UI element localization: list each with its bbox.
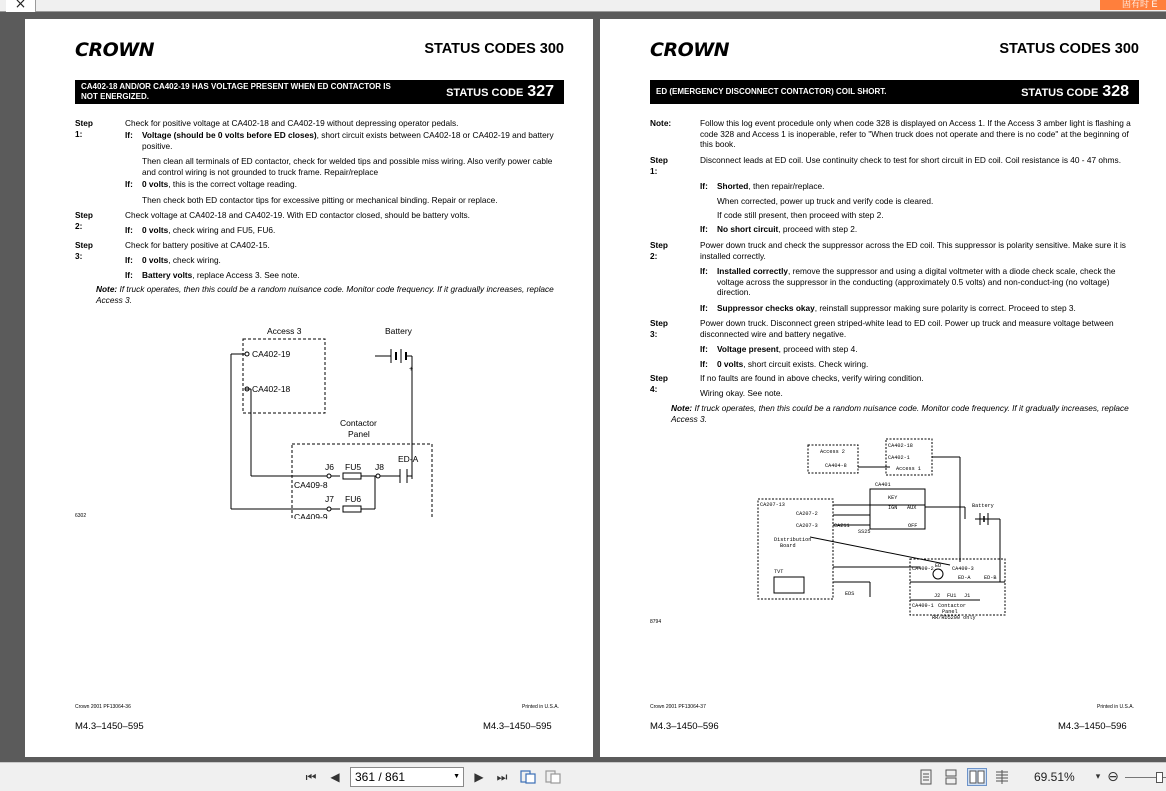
banner-description: CA402-18 AND/OR CA402-19 HAS VOLTAGE PRESENT WHEN ED CONTACTOR IS NOT ENERGIZED.	[81, 82, 391, 101]
if-label: If:	[700, 181, 708, 191]
diagram-label-board: Board	[780, 543, 796, 549]
diagram-label-access2: Access 2	[820, 449, 845, 455]
pdf-page-right	[600, 19, 1166, 757]
if-label: If:	[700, 344, 708, 354]
status-code	[446, 82, 554, 103]
status-code-number: 328	[1102, 83, 1129, 100]
if-rest: , this is the correct voltage reading.	[168, 179, 297, 189]
if-text	[142, 255, 567, 266]
note-paragraph	[671, 403, 1131, 424]
if-text	[717, 359, 1142, 370]
diagram-label-panel: Panel	[942, 609, 958, 615]
two-page-continuous-icon[interactable]	[994, 769, 1010, 785]
close-tab-button[interactable]: ×	[6, 0, 36, 12]
chevron-down-icon[interactable]: ▼	[453, 773, 460, 780]
diagram-label-ca402-18: CA402-18	[252, 384, 291, 394]
step-label: Step 3:	[75, 240, 93, 261]
if-text	[717, 181, 1142, 192]
next-page-icon[interactable]: ▶	[474, 770, 484, 784]
if-label: If:	[125, 255, 133, 265]
step-text: Check for battery positive at CA402-15.	[125, 240, 270, 250]
figure-id: 6302	[75, 513, 87, 519]
diagram-label-ca409-1: CA409-1	[912, 603, 934, 609]
if-text	[142, 225, 567, 236]
pdf-page-left	[25, 19, 593, 757]
diagram-label-ca409-3: CA409-3	[952, 566, 974, 572]
diagram-label-ed-a: ED-A	[958, 575, 971, 581]
wiring-diagram	[750, 437, 1010, 622]
diagram-label-j6: J6	[325, 462, 334, 472]
zoom-level[interactable]: 69.51%	[1034, 770, 1075, 784]
diagram-label-j2: J2	[934, 593, 941, 599]
diagram-label-panel-note: RR/RD5200 only	[932, 615, 976, 621]
diagram-label-panel: Panel	[348, 429, 370, 439]
diagram-label-access1: Access 1	[896, 466, 921, 472]
status-banner	[75, 80, 564, 104]
step-text: Check for positive voltage at CA402-18 and CA402-19 without depressing operator pedals.	[125, 118, 459, 128]
page-number-left: M4.3–1450–595	[75, 721, 144, 732]
if-bold: 0 volts	[717, 359, 744, 369]
zoom-out-icon[interactable]: ⊖	[1107, 769, 1119, 785]
step-text: Power down truck. Disconnect green striped-white lead to ED coil. Power up truck and measure voltage between disconnected wire and battery negative.	[700, 318, 1114, 339]
page-number-input[interactable]	[350, 767, 464, 787]
follow-text: When corrected, power up truck and verify code is cleared.	[717, 196, 934, 206]
status-code-number: 327	[527, 83, 554, 100]
diagram-label-ca207-3: CA207-3	[796, 523, 818, 529]
if-rest: , proceed with step 4.	[778, 344, 858, 354]
page-title: STATUS CODES 300	[424, 41, 564, 57]
note-label: Note:	[96, 284, 118, 294]
diagram-label-ca402-19: CA402-19	[252, 349, 291, 359]
if-bold: Battery volts	[142, 270, 193, 280]
if-label: If:	[125, 270, 133, 280]
diagram-label-distribution: Distribution	[774, 537, 812, 543]
step-text: Power down truck and check the suppressor across the ED coil. This suppressor is polarity sensitive. Make sure it is installed correctly.	[700, 240, 1126, 261]
step-label: Step 4:	[650, 373, 668, 394]
if-rest: , short circuit exists between CA402-18 or CA402-19 and battery positive.	[142, 130, 554, 151]
status-code-label: STATUS CODE	[1021, 87, 1099, 99]
battery-plus: +	[409, 366, 414, 373]
if-bold: 0 volts	[142, 179, 169, 189]
ed-coil	[933, 569, 943, 579]
title-strip	[0, 0, 1166, 12]
figure-id: 8794	[650, 619, 662, 625]
diagram-label-aux: AUX	[907, 505, 917, 511]
if-rest: , check wiring.	[168, 255, 221, 265]
step-label: Step 3:	[650, 318, 668, 339]
diagram-label-contactor: Contactor	[938, 603, 967, 609]
follow-text: Wiring okay. See note.	[700, 388, 783, 398]
if-text	[142, 179, 567, 190]
note-label: Note:	[671, 403, 693, 413]
if-bold: 0 volts	[142, 255, 169, 265]
if-label: If:	[125, 130, 133, 140]
if-bold: Shorted	[717, 181, 749, 191]
if-label: If:	[700, 359, 708, 369]
zoom-slider-handle[interactable]	[1156, 772, 1163, 783]
footer-copyright: Crown 2001 PF13064-37	[650, 704, 706, 710]
step-text: Follow this log event procedule only when code 328 is displayed on Access 1. If the Access 3 amber light is flashing a code 328 and Access 1 is inoperable, refer to "When truck does not operate and there is no code" at the beginning of this book.	[700, 118, 1131, 149]
status-banner	[650, 80, 1139, 104]
first-page-icon[interactable]: ⏮	[305, 770, 317, 784]
diagram-label-ca409-9: CA409-9	[294, 512, 328, 519]
diagram-label-access3: Access 3	[267, 326, 302, 336]
step-text: Check voltage at CA402-18 and CA402-19. With ED contactor closed, should be battery volts.	[125, 210, 470, 220]
diagram-label-j1: J1	[964, 593, 971, 599]
navigation-toolbar	[0, 762, 1166, 791]
diagram-label-j7: J7	[325, 494, 334, 504]
if-label: If:	[700, 266, 708, 276]
diagram-label-battery: Battery	[385, 326, 412, 336]
if-text	[717, 303, 1142, 314]
follow-text: Then clean all terminals of ED contactor, check for welded tips and possible miss wiring. Also verify power cable and control wiring is not grounded to truck frame. Repair/replace	[142, 156, 553, 177]
diagram-label-eds: EDS	[845, 591, 855, 597]
if-text	[142, 130, 567, 151]
follow-text: Then check both ED contactor tips for excessive pitting or mechanical binding. Repair or replace.	[142, 195, 498, 205]
if-rest: , then repair/replace.	[748, 181, 825, 191]
diagram-label-ca409-2: CA409-2	[912, 566, 934, 572]
if-bold: Voltage present	[717, 344, 779, 354]
if-rest: , reinstall suppressor making sure polarity is correct. Proceed to step 3.	[814, 303, 1076, 313]
crown-logo: CROWN	[650, 39, 730, 61]
diagram-label-ca402-18: CA402-18	[888, 443, 913, 449]
if-bold: Installed correctly	[717, 266, 789, 276]
if-bold: 0 volts	[142, 225, 169, 235]
diagram-label-ca211: CA211	[834, 523, 850, 529]
footer-copyright: Crown 2001 PF13064-36	[75, 704, 131, 710]
step-text: If no faults are found in above checks, verify wiring condition.	[700, 373, 924, 383]
if-bold: Suppressor checks okay	[717, 303, 815, 313]
connector	[376, 474, 380, 478]
diagram-label-ca207-13: CA207-13	[760, 502, 785, 508]
status-code-label: STATUS CODE	[446, 87, 524, 99]
diagram-label-fu1: FU1	[947, 593, 957, 599]
if-text	[717, 224, 1142, 235]
diagram-label-ss25: SS25	[858, 529, 871, 535]
if-rest: , remove the suppressor and using a digital voltmeter with a diode check scale, check the voltage across the suppressor in the conducting (approximately 0.5 volts) and non-conduct-ing (no voltage) direction.	[717, 266, 1116, 297]
diagram-label-fu5: FU5	[345, 462, 362, 472]
if-label: If:	[125, 179, 133, 189]
step-label: Step 2:	[75, 210, 93, 231]
wiring-diagram	[195, 319, 445, 519]
wire	[810, 537, 950, 565]
diagram-label-ca402-1: CA402-1	[888, 455, 910, 461]
zoom-dropdown-icon[interactable]: ▾	[1095, 772, 1101, 782]
diagram-label-ca404: CA404-8	[825, 463, 847, 469]
step-label: Step 1:	[75, 118, 93, 139]
if-bold: No short circuit	[717, 224, 779, 234]
connector	[327, 507, 331, 511]
diagram-label-key: KEY	[888, 495, 898, 501]
if-label: If:	[700, 224, 708, 234]
if-rest: , replace Access 3. See note.	[192, 270, 300, 280]
if-text	[142, 270, 567, 281]
connector	[327, 474, 331, 478]
diagram-label-j8: J8	[375, 462, 384, 472]
page-number-right: M4.3–1450–595	[483, 721, 552, 732]
status-code	[1021, 82, 1129, 103]
note-text: If truck operates, then this could be a random nuisance code. Monitor code frequency. If it gradually increases, replace Access 3.	[96, 284, 554, 305]
diagram-label-ign: IGN	[888, 505, 898, 511]
diagram-label-ed-b: ED-B	[984, 575, 997, 581]
page-number-value: 361 / 861	[355, 770, 406, 784]
footer-printed: Printed in U.S.A.	[522, 704, 559, 710]
if-rest: , check wiring and FU5, FU6.	[168, 225, 276, 235]
follow-text: If code still present, then proceed with step 2.	[717, 210, 884, 220]
note-text: If truck operates, then this could be a random nuisance code. Monitor code frequency. If it gradually increases, replace Access 3.	[671, 403, 1129, 424]
if-text	[717, 344, 1142, 355]
relay-box	[774, 577, 804, 593]
step-label: Step 2:	[650, 240, 668, 261]
crown-logo: CROWN	[75, 39, 155, 61]
if-label: If:	[125, 225, 133, 235]
if-text	[717, 266, 1142, 298]
page-title: STATUS CODES 300	[999, 41, 1139, 57]
diagram-label-battery: Battery	[972, 503, 994, 509]
export-icon[interactable]	[544, 769, 562, 785]
page-number-left: M4.3–1450–596	[650, 721, 719, 732]
banner-description: ED (EMERGENCY DISCONNECT CONTACTOR) COIL SHORT.	[656, 87, 887, 96]
if-bold: Voltage (should be 0 volts before ED closes)	[142, 130, 317, 140]
if-rest: , proceed with step 2.	[778, 224, 858, 234]
diagram-label-fu6: FU6	[345, 494, 362, 504]
document-viewer[interactable]	[0, 12, 1166, 762]
terminal	[245, 352, 249, 356]
step-label: Step 1:	[650, 155, 668, 176]
step-text: Disconnect leads at ED coil. Use continuity check to test for short circuit in ED coil. Coil resistance is 40 - 47 ohms.	[700, 155, 1122, 165]
diagram-label-tvt: TVT	[774, 569, 784, 575]
two-page-view-icon[interactable]	[967, 768, 987, 786]
if-label: If:	[700, 303, 708, 313]
diagram-label-ca401: CA401	[875, 482, 891, 488]
continuous-view-icon[interactable]	[943, 769, 959, 785]
single-page-view-icon[interactable]	[918, 769, 934, 785]
diagram-label-ed: ED	[935, 563, 942, 569]
diagram-label-off: OFF	[908, 523, 918, 529]
diagram-label-ca409-8: CA409-8	[294, 480, 328, 490]
copy-icon[interactable]	[519, 769, 537, 785]
if-rest: , short circuit exists. Check wiring.	[743, 359, 869, 369]
note-paragraph	[96, 284, 556, 305]
top-right-badge[interactable]: 固有时 E	[1100, 0, 1166, 10]
fuse-fu5	[343, 473, 361, 479]
step-label: Note:	[650, 118, 672, 128]
diagram-label-ca207-2: CA207-2	[796, 511, 818, 517]
diagram-label-ed-a: ED-A	[398, 454, 419, 464]
diagram-label-contactor: Contactor	[340, 418, 377, 428]
last-page-icon[interactable]: ⏭	[496, 770, 508, 784]
footer-printed: Printed in U.S.A.	[1097, 704, 1134, 710]
previous-page-icon[interactable]: ◀	[330, 770, 340, 784]
fuse-fu6	[343, 506, 361, 512]
page-number-right: M4.3–1450–596	[1058, 721, 1127, 732]
